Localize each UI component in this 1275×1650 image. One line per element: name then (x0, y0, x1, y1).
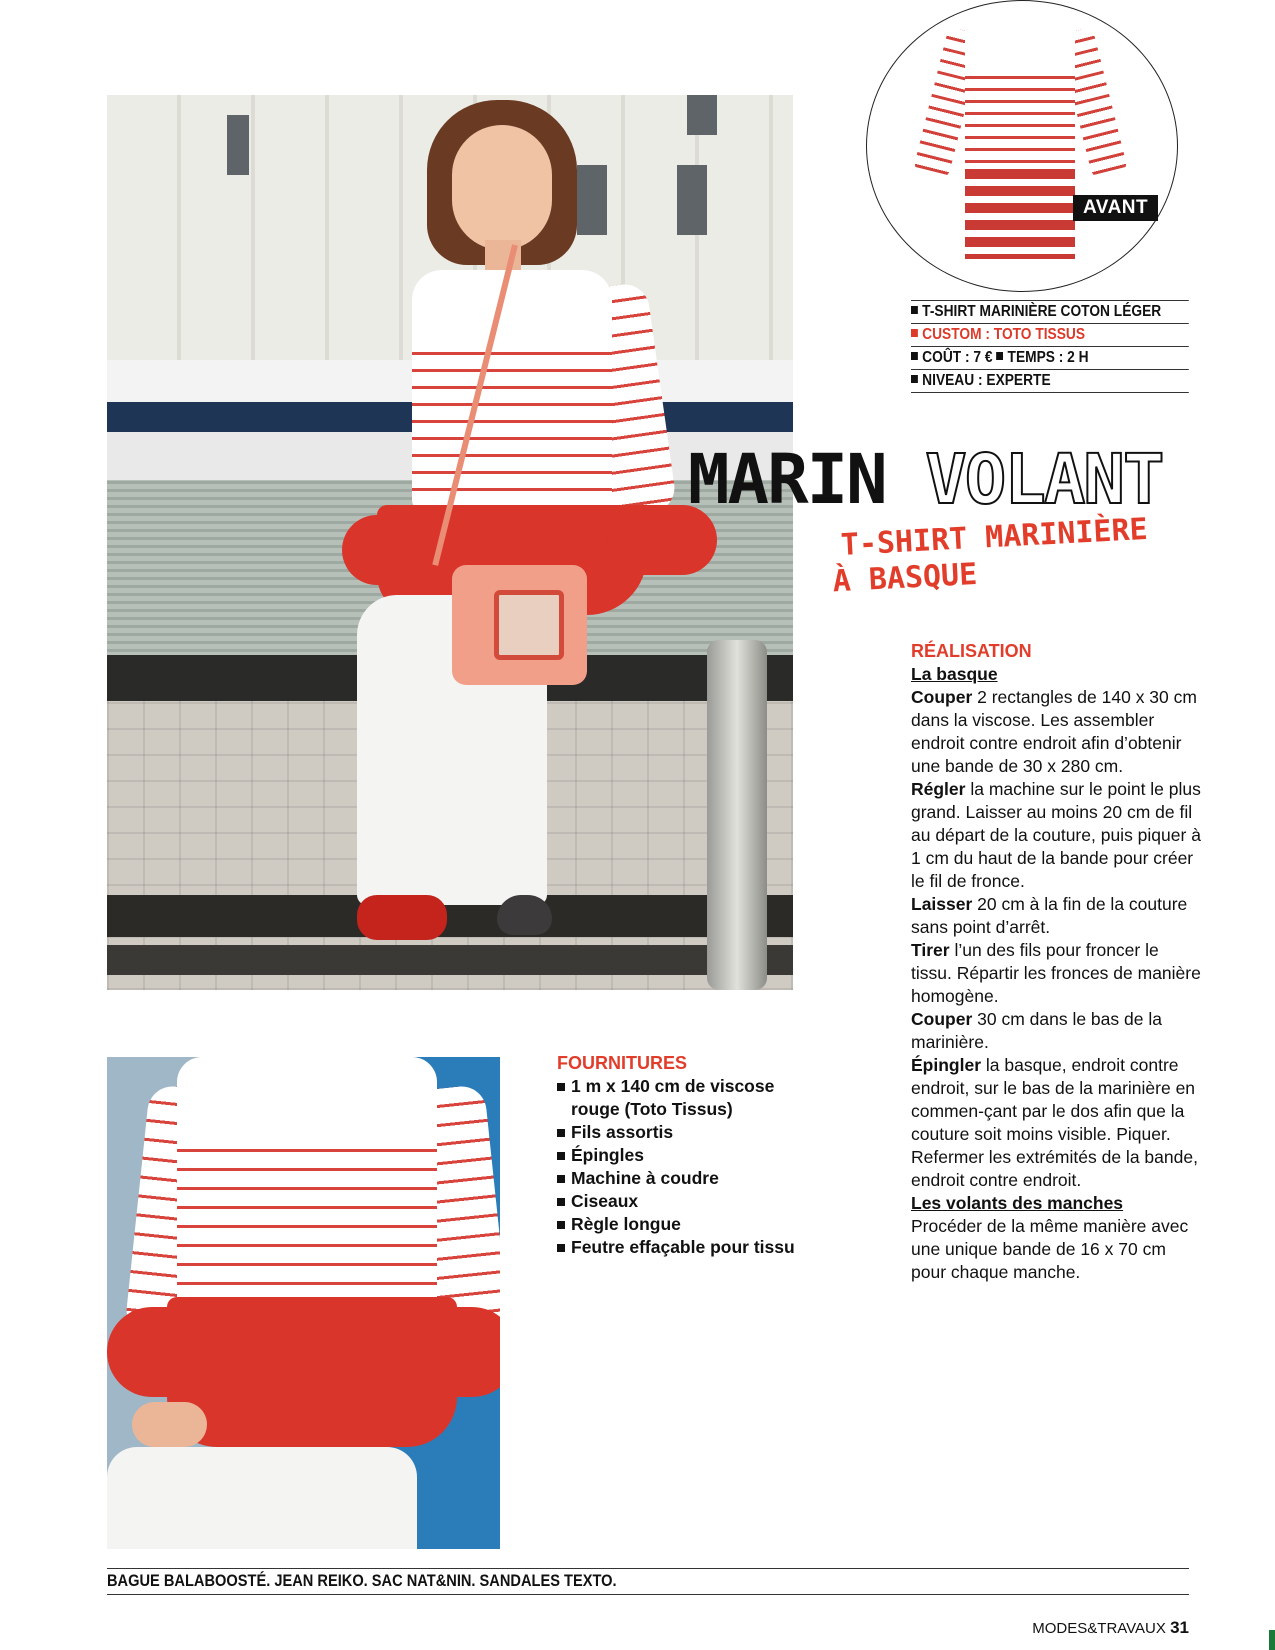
spec-custom: CUSTOM : TOTO TISSUS (911, 324, 1189, 347)
spec-fabric: T-SHIRT MARINIÈRE COTON LÉGER (911, 300, 1189, 324)
before-tshirt-circle (866, 0, 1178, 292)
list-item: Feutre effaçable pour tissu (557, 1236, 817, 1259)
photo-credits: BAGUE BALABOOSTÉ. JEAN REIKO. SAC NAT&NIN. SANDALES TEXTO. (107, 1571, 617, 1590)
page-title (688, 440, 1163, 520)
spec-level: NIVEAU : EXPERTE (911, 370, 1189, 393)
supplies-heading: FOURNITURES (557, 1053, 687, 1073)
step-2: Régler la machine sur le point le plus grand. Laisser au moins 20 cm de fil au départ de la couture, puis piquer à 1 cm du haut de la bande pour créer le fil de fronce. (911, 779, 1201, 891)
pigeon (497, 895, 552, 935)
page-subtitle (831, 511, 1150, 600)
magazine-name: MODES&TRAVAUX (1032, 1620, 1166, 1637)
page-folio (1032, 1618, 1189, 1638)
spec-cost-time: COÛT : 7 € TEMPS : 2 H (911, 347, 1189, 370)
project-specs (911, 300, 1189, 393)
list-item: Fils assortis (557, 1121, 817, 1144)
section-basque: La basque (911, 664, 998, 684)
step-1: Couper 2 rectangles de 140 x 30 cm dans la viscose. Les assembler endroit contre endroit afin d’obtenir une bande de 30 x 280 cm. (911, 687, 1197, 776)
detail-photo (107, 1057, 500, 1549)
supplies-list (557, 1075, 817, 1259)
instructions-heading: RÉALISATION (911, 641, 1032, 661)
edge-mark (1269, 1630, 1275, 1650)
step-7: Procéder de la même manière avec une unique bande de 16 x 70 cm pour chaque manche. (911, 1216, 1189, 1282)
supplies (557, 1052, 817, 1259)
instructions (911, 640, 1201, 1284)
title-word-2: VOLANT (925, 440, 1163, 520)
subtitle-line-1: T-SHIRT MARINIÈRE (840, 511, 1149, 563)
step-5: Couper 30 cm dans le bas de la marinière. (911, 1009, 1162, 1052)
avant-label: AVANT (1073, 195, 1158, 221)
list-item: Machine à coudre (557, 1167, 817, 1190)
model-figure (107, 95, 793, 990)
main-photo (107, 95, 793, 990)
credits-rule-bottom (107, 1594, 1189, 1595)
list-item: Règle longue (557, 1213, 817, 1236)
step-6: Épingler la basque, endroit contre endroit, sur le bas de la marinière en commen-çant par le dos afin que la couture soit moins visible. Piquer. Refermer les extrémités de la bande, endroit contre endroit. (911, 1055, 1198, 1190)
list-item: 1 m x 140 cm de viscose rouge (Toto Tissus) (557, 1075, 817, 1121)
list-item: Épingles (557, 1144, 817, 1167)
step-4: Tirer l’un des fils pour froncer le tissu. Répartir les fronces de manière homogène. (911, 940, 1201, 1006)
subtitle-line-2: À BASQUE (831, 556, 979, 600)
section-sleeves: Les volants des manches (911, 1193, 1124, 1213)
page-number: 31 (1170, 1618, 1189, 1637)
step-3: Laisser 20 cm à la fin de la couture sans point d’arrêt. (911, 894, 1188, 937)
credits-rule-top (107, 1568, 1189, 1569)
title-word-1: MARIN (688, 440, 886, 520)
list-item: Ciseaux (557, 1190, 817, 1213)
